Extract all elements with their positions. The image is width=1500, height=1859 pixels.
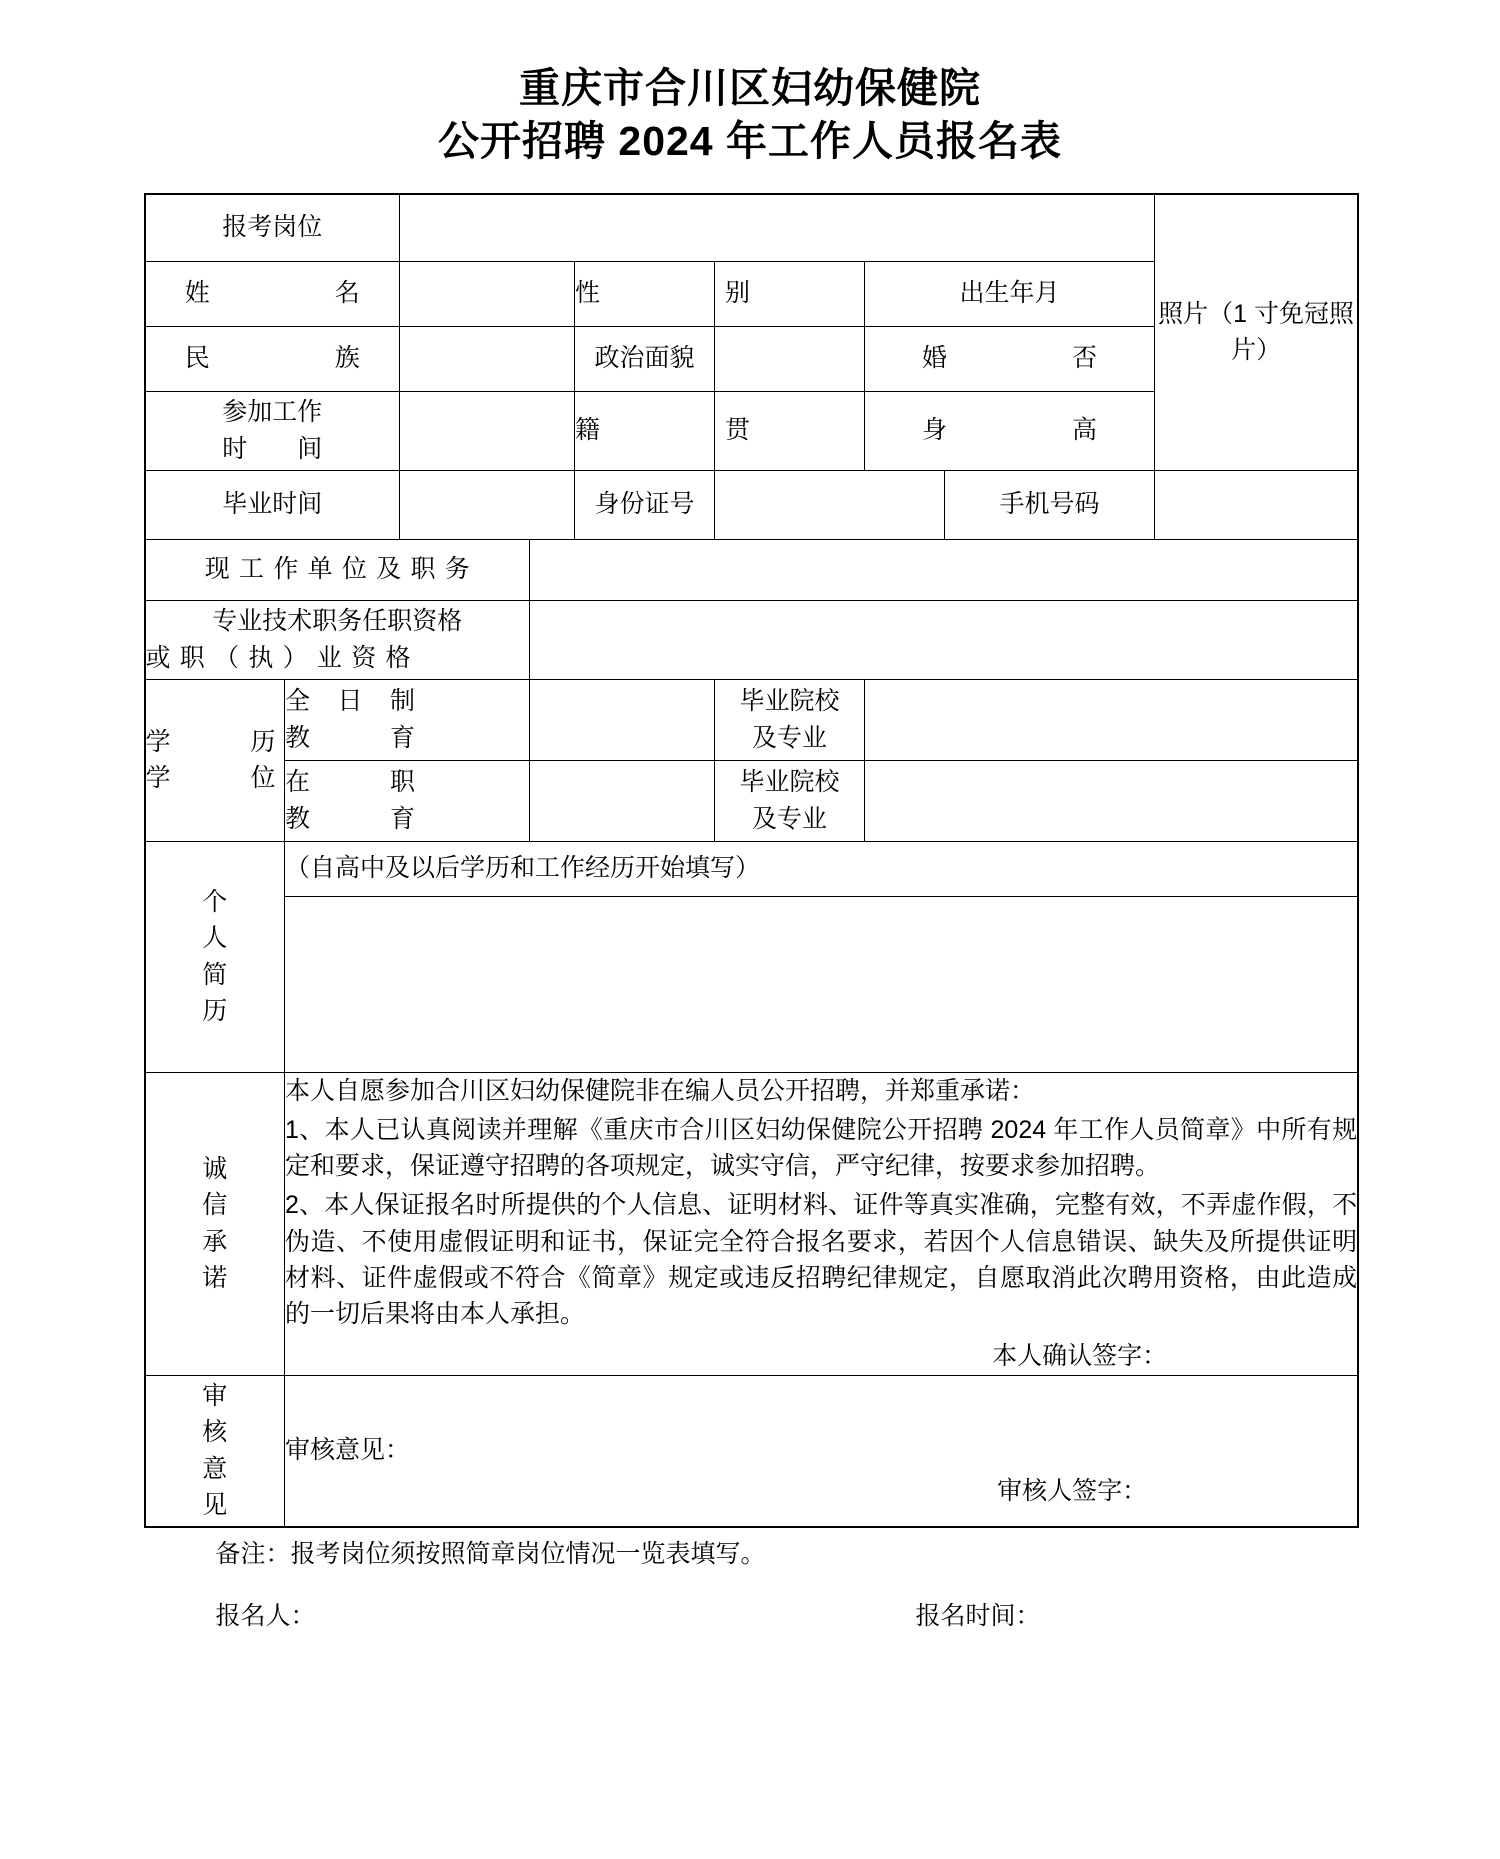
label-name-text: 姓 名 <box>184 279 360 308</box>
label-fulltime-education-line2: 教 育 <box>285 723 415 752</box>
table-row-professional-qualification <box>145 600 1358 679</box>
label-fulltime-school-line1: 毕业院校 <box>739 687 840 716</box>
title-line-1: 重庆市合川区妇幼保健院 <box>519 65 981 111</box>
field-fulltime-education[interactable] <box>530 679 715 760</box>
label-work-start-time <box>145 391 400 470</box>
label-personal-resume <box>145 841 285 1072</box>
photo-placeholder: 照片（1 寸免冠照片） <box>1155 194 1358 471</box>
table-row-review-opinion <box>145 1375 1358 1527</box>
label-marital-status-text: 婚 否 <box>922 344 1098 373</box>
label-integrity-promise-char-2: 信 <box>202 1191 228 1220</box>
label-personal-resume-char-3: 简 <box>202 960 228 989</box>
table-row-inservice-education <box>145 760 1358 841</box>
label-professional-qualification <box>145 600 530 679</box>
label-review-opinion-char-1: 审 <box>202 1382 228 1411</box>
label-fulltime-education-line1: 全 日 制 <box>285 687 415 716</box>
label-review-opinion-char-3: 意 <box>202 1454 228 1483</box>
label-applied-post <box>145 194 400 262</box>
label-phone-number-text: 手机号码 <box>999 490 1100 519</box>
resume-note-text: （自高中及以后学历和工作经历开始填写） <box>285 841 1358 896</box>
label-phone-number <box>945 470 1155 539</box>
label-name <box>145 261 400 326</box>
promise-intro: 本人自愿参加合川区妇幼保健院非在编人员公开招聘，并郑重承诺： <box>285 1076 1036 1105</box>
applicant-signature-label[interactable]: 本人确认签字： <box>992 1342 1168 1371</box>
field-phone-number[interactable] <box>1155 470 1358 539</box>
title-line-2: 公开招聘 2024 年工作人员报名表 <box>438 118 1062 165</box>
label-id-number <box>575 470 715 539</box>
label-work-start-time-line2: 时 间 <box>222 434 323 463</box>
reviewer-signature-label[interactable]: 审核人签字： <box>997 1477 1148 1506</box>
footer-apply-time-label[interactable]: 报名时间： <box>915 1601 1041 1630</box>
label-inservice-education-line2: 教 育 <box>285 804 415 833</box>
label-fulltime-school-line2: 及专业 <box>752 723 828 752</box>
field-political-status[interactable] <box>715 326 865 391</box>
label-inservice-school <box>715 760 865 841</box>
table-row-resume-note <box>145 841 1358 896</box>
label-fulltime-education <box>285 679 530 760</box>
label-native-place-text: 籍 贯 <box>575 416 751 445</box>
integrity-promise-body <box>285 1072 1358 1375</box>
field-professional-qualification[interactable] <box>530 600 1358 679</box>
table-row-applied-post <box>145 194 1358 262</box>
footer-remark: 备注：报考岗位须按照简章岗位情况一览表填写。 <box>215 1539 766 1568</box>
field-name[interactable] <box>400 261 575 326</box>
label-inservice-school-line1: 毕业院校 <box>739 768 840 797</box>
field-applied-post[interactable] <box>400 194 1155 262</box>
label-inservice-education <box>285 760 530 841</box>
label-personal-resume-char-2: 人 <box>202 924 228 953</box>
label-birth-date <box>865 261 1155 326</box>
label-height-text: 身 高 <box>922 416 1098 445</box>
label-political-status <box>575 326 715 391</box>
label-current-unit-text: 现工作单位及职务 <box>204 555 470 584</box>
label-political-status-text: 政治面貌 <box>594 344 695 373</box>
label-id-number-text: 身份证号 <box>594 490 695 519</box>
application-form-table <box>144 193 1359 1528</box>
label-education-degree <box>145 679 285 841</box>
field-graduation-time[interactable] <box>400 470 575 539</box>
field-work-start-time[interactable] <box>400 391 575 470</box>
table-row-graduation <box>145 470 1358 539</box>
form-table-wrapper <box>144 193 1357 1528</box>
label-applied-post-text: 报考岗位 <box>222 213 323 242</box>
label-ethnicity-text: 民 族 <box>184 344 360 373</box>
label-graduation-time-text: 毕业时间 <box>222 490 323 519</box>
label-personal-resume-char-4: 历 <box>202 996 228 1025</box>
label-fulltime-school <box>715 679 865 760</box>
promise-item-1: 1、本人已认真阅读并理解《重庆市合川区妇幼保健院公开招聘 2024 年工作人员简章》中所有规定和要求，保证遵守招聘的各项规定，诚实守信，严守纪律，按要求参加招聘。 <box>285 1115 1358 1181</box>
table-row-fulltime-education <box>145 679 1358 760</box>
label-integrity-promise-char-4: 诺 <box>202 1263 228 1292</box>
field-fulltime-school[interactable] <box>865 679 1358 760</box>
document-title <box>0 0 1500 169</box>
label-personal-resume-char-1: 个 <box>202 888 228 917</box>
label-work-start-time-line1: 参加工作 <box>222 398 323 427</box>
label-degree-text: 学 位 <box>145 764 276 793</box>
footer-applicant-label[interactable]: 报名人： <box>215 1601 316 1630</box>
label-inservice-school-line2: 及专业 <box>752 804 828 833</box>
label-inservice-education-line1: 在 职 <box>285 768 415 797</box>
label-current-unit <box>145 539 530 600</box>
label-height <box>865 391 1155 470</box>
review-opinion-title: 审核意见： <box>285 1436 411 1465</box>
label-review-opinion-char-4: 见 <box>202 1490 228 1519</box>
label-education-text: 学 历 <box>145 727 276 756</box>
label-integrity-promise <box>145 1072 285 1375</box>
label-gender <box>575 261 751 326</box>
footer-signature-row <box>144 1596 1357 1632</box>
label-professional-qualification-line2: 或职（执）业资格 <box>145 643 411 672</box>
table-row-integrity-promise <box>145 1072 1358 1375</box>
field-id-number[interactable] <box>715 470 945 539</box>
label-gender-text: 性 别 <box>575 279 751 308</box>
table-row-current-unit <box>145 539 1358 600</box>
label-integrity-promise-char-3: 承 <box>202 1227 228 1256</box>
label-marital-status <box>865 326 1155 391</box>
field-personal-resume[interactable] <box>285 896 1358 1072</box>
label-graduation-time <box>145 470 400 539</box>
label-integrity-promise-char-1: 诚 <box>202 1155 228 1184</box>
label-birth-date-text: 出生年月 <box>959 279 1060 308</box>
label-professional-qualification-line1: 专业技术职务任职资格 <box>212 607 463 636</box>
label-review-opinion-char-2: 核 <box>202 1418 228 1447</box>
form-footer <box>144 1534 1357 1632</box>
label-ethnicity <box>145 326 400 391</box>
label-review-opinion <box>145 1375 285 1527</box>
label-native-place <box>575 391 751 470</box>
field-inservice-education[interactable] <box>530 760 715 841</box>
review-opinion-body[interactable] <box>285 1375 1358 1527</box>
field-inservice-school[interactable] <box>865 760 1358 841</box>
field-ethnicity[interactable] <box>400 326 575 391</box>
table-row-resume-body <box>145 896 1358 1072</box>
field-current-unit[interactable] <box>530 539 1358 600</box>
promise-item-2: 2、本人保证报名时所提供的个人信息、证明材料、证件等真实准确，完整有效，不弄虚作假，不伪造、不使用虚假证明和证书，保证完全符合报名要求，若因个人信息错误、缺失及所提供证明材料、证件虚假或不符合《简章》规定或违反招聘纪律规定，自愿取消此次聘用资格，由此造成的一切后果将由本人承担。 <box>285 1191 1358 1329</box>
